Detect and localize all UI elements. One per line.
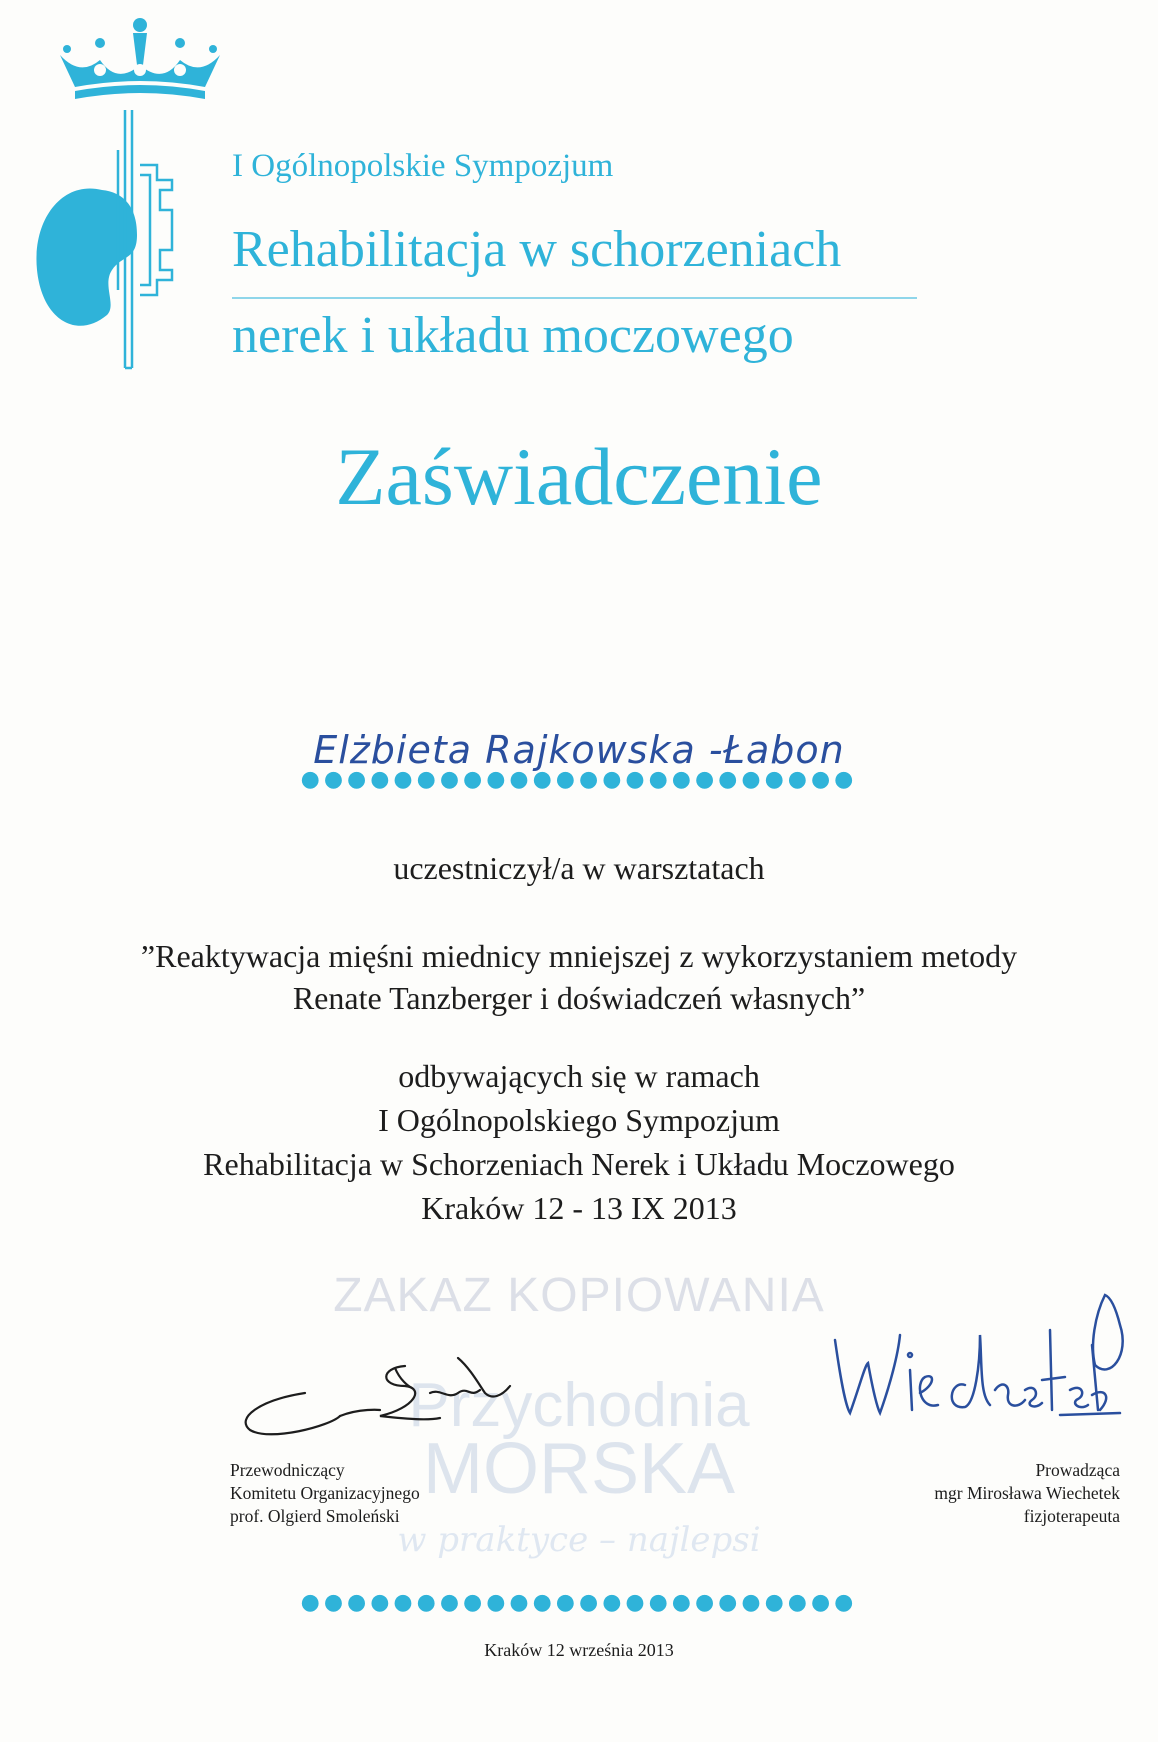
instructor-profession: fizjoterapeuta xyxy=(1023,1506,1120,1526)
workshop-title-line1: ”Reaktywacja mięśni miednicy mniejszej z wykorzystaniem metody xyxy=(140,938,1018,974)
instructor-signature xyxy=(820,1285,1140,1435)
symposium-title-line2: nerek i układu moczowego xyxy=(232,307,794,364)
instructor-role: Prowadząca xyxy=(1035,1460,1120,1480)
chairman-signature xyxy=(230,1338,530,1448)
crown-icon xyxy=(55,15,225,100)
certificate-title: Zaświadczenie xyxy=(335,431,823,522)
symposium-edition: I Ogólnopolskie Sympozjum xyxy=(232,148,614,184)
participation-text: uczestniczył/a w warsztatach xyxy=(393,850,765,886)
context-line2: I Ogólnopolskiego Sympozjum xyxy=(378,1102,780,1138)
instructor-caption xyxy=(820,1459,1120,1528)
context-line3: Rehabilitacja w Schorzeniach Nerek i Układu Moczowego xyxy=(203,1146,955,1182)
name-dotted-line: ●●●●●●●●●●●●●●●●●●●●●●●● xyxy=(300,767,858,792)
symposium-title-line1: Rehabilitacja w schorzeniach xyxy=(232,221,842,278)
title-divider xyxy=(232,297,917,299)
copy-prohibited-watermark: ZAKAZ KOPIOWANIA xyxy=(333,1269,825,1322)
context-line1: odbywających się w ramach xyxy=(398,1058,760,1094)
issue-date: Kraków 12 września 2013 xyxy=(484,1640,674,1660)
clinic-watermark-name: Przychodnia xyxy=(408,1371,750,1440)
chairman-committee: Komitetu Organizacyjnego xyxy=(230,1483,420,1503)
chairman-name: prof. Olgierd Smoleński xyxy=(230,1506,400,1526)
clinic-watermark-brand: MORSKA xyxy=(422,1429,736,1509)
footer-dotted-line: ●●●●●●●●●●●●●●●●●●●●●●●● xyxy=(300,1590,858,1615)
chairman-role: Przewodniczący xyxy=(230,1460,345,1480)
participant-name: Elżbieta Rajkowska -Łabon xyxy=(313,728,845,772)
workshop-title-line2: Renate Tanzberger i doświadczeń własnych” xyxy=(292,980,866,1016)
clinic-watermark-motto: w praktyce – najlepsi xyxy=(397,1520,761,1560)
event-dates: Kraków 12 - 13 IX 2013 xyxy=(421,1190,737,1226)
kidney-logo-icon xyxy=(32,110,202,410)
instructor-name: mgr Mirosława Wiechetek xyxy=(934,1483,1120,1503)
chairman-caption xyxy=(230,1459,420,1528)
